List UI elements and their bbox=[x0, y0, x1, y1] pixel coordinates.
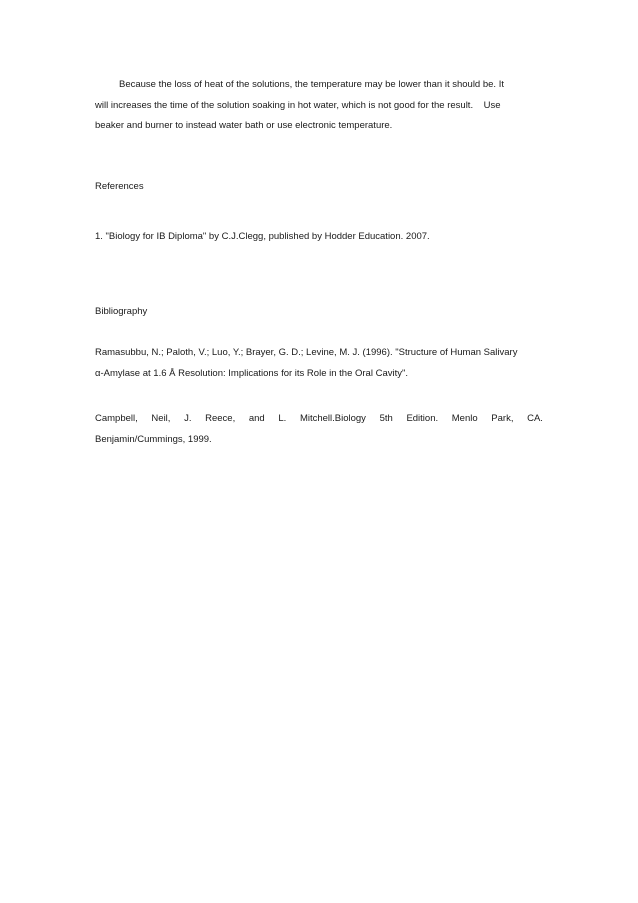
paragraph-line: Because the loss of heat of the solutions, the temperature may be lower than it should be. It bbox=[119, 79, 504, 90]
reference-item: 1. "Biology for IB Diploma" by C.J.Clegg, published by Hodder Education. 2007. bbox=[95, 231, 430, 242]
bibliography-line: Ramasubbu, N.; Paloth, V.; Luo, Y.; Brayer, G. D.; Levine, M. J. (1996). "Structure of Human Salivary bbox=[95, 347, 518, 358]
bibliography-line: Benjamin/Cummings, 1999. bbox=[95, 433, 212, 445]
word: and bbox=[248, 413, 265, 424]
word: J. bbox=[184, 413, 192, 424]
word: Reece, bbox=[205, 413, 236, 424]
word: CA. bbox=[527, 413, 543, 424]
word: 5th bbox=[379, 413, 393, 424]
word: Edition. bbox=[406, 413, 439, 424]
word: Neil, bbox=[151, 413, 171, 424]
bibliography-entry bbox=[95, 409, 543, 450]
word: Menlo bbox=[451, 413, 478, 424]
bibliography-heading: Bibliography bbox=[95, 306, 148, 317]
bibliography-justified-line bbox=[95, 409, 543, 430]
bibliography-entry bbox=[95, 343, 543, 384]
word: Park, bbox=[491, 413, 514, 424]
references-heading: References bbox=[95, 181, 144, 192]
word: L. bbox=[278, 413, 287, 424]
word: Campbell, bbox=[95, 413, 138, 424]
paragraph-line: will increases the time of the solution soaking in hot water, which is not good for the result. Use bbox=[95, 99, 501, 111]
body-paragraph bbox=[95, 75, 543, 137]
paragraph-line: beaker and burner to instead water bath or use electronic temperature. bbox=[95, 120, 393, 131]
word: Mitchell.Biology bbox=[299, 413, 366, 424]
bibliography-line: α-Amylase at 1.6 Å Resolution: Implications for its Role in the Oral Cavity". bbox=[95, 367, 408, 379]
